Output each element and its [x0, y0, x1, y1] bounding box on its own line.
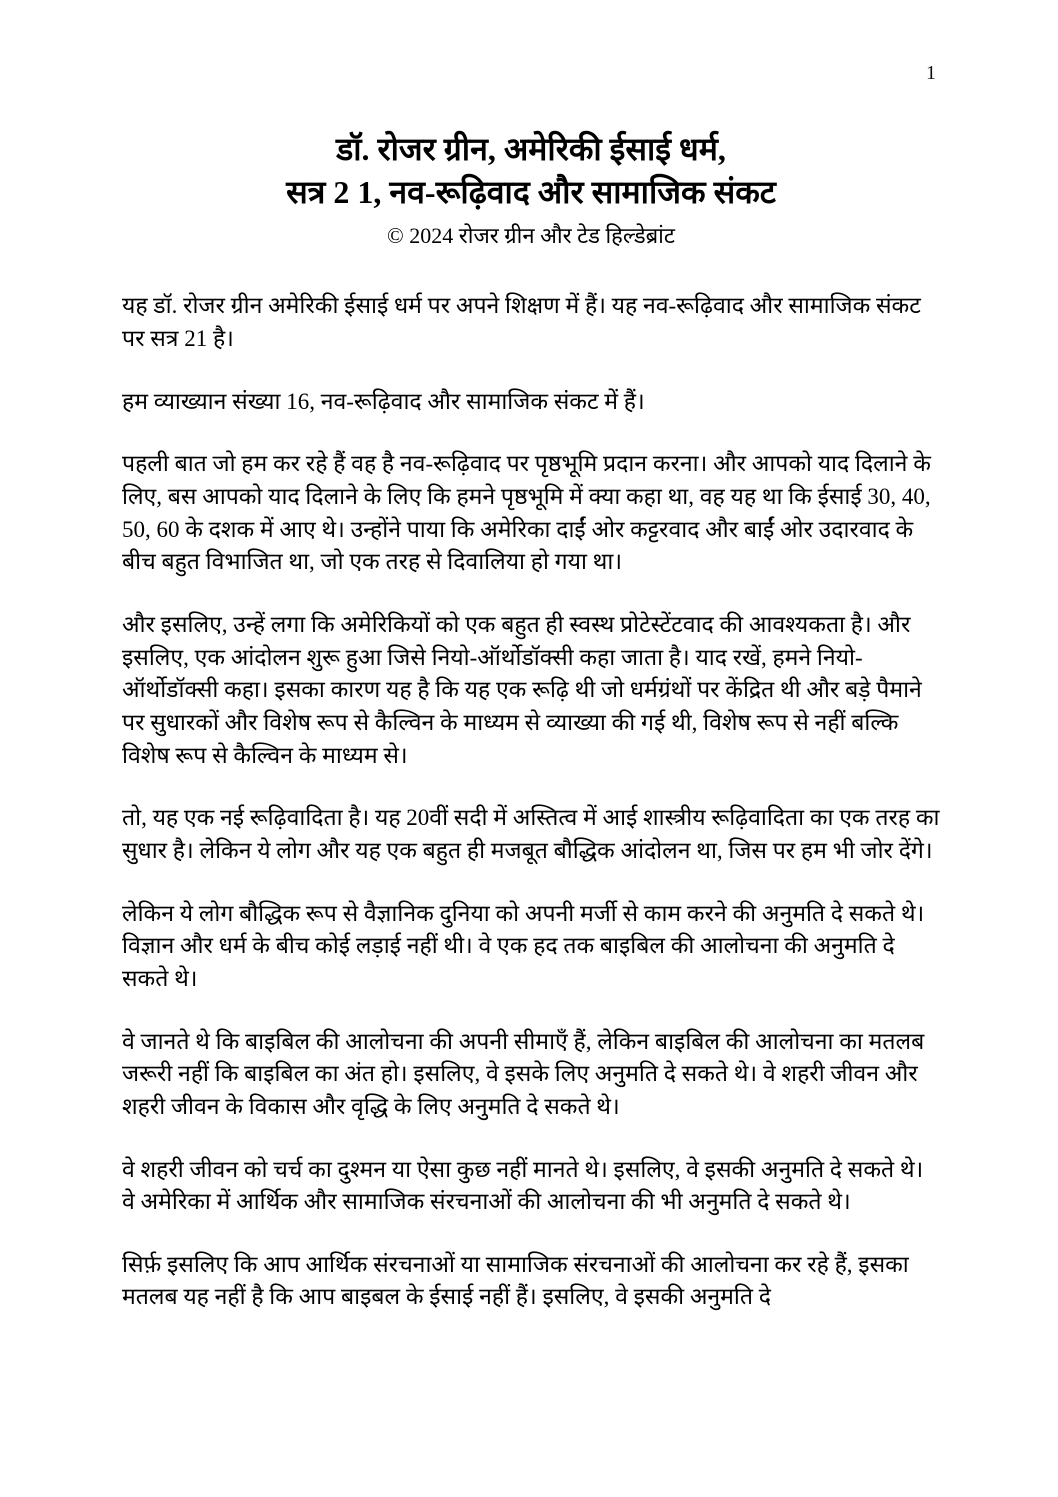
document-body [122, 290, 940, 1314]
paragraph: वे जानते थे कि बाइबिल की आलोचना की अपनी सीमाएँ हैं, लेकिन बाइबिल की आलोचना का मतलब जरूरी नहीं कि बाइबिल का अंत हो। इसलिए, वे इसके लिए अनुमति दे सकते थे। वे शहरी जीवन और शहरी जीवन के विकास और वृद्धि के लिए अनुमति दे सकते थे। [122, 1028, 925, 1119]
page-number: 1 [926, 62, 936, 84]
document-title-line-2: सत्र 2 1, नव-रूढ़िवाद और सामाजिक संकट [286, 174, 776, 211]
document-title-line-1: डॉ. रोजर ग्रीन, अमेरिकी ईसाई धर्म, [336, 131, 726, 167]
paragraph: हम व्याख्यान संख्या 16, नव-रूढ़िवाद और सामाजिक संकट में हैं। [122, 388, 645, 414]
paragraph: सिर्फ़ इसलिए कि आप आर्थिक संरचनाओं या सामाजिक संरचनाओं की आलोचना कर रहे हैं, इसका मतलब यह नहीं है कि आप बाइबल के ईसाई नहीं हैं। इसलिए, वे इसकी अनुमति दे [122, 1251, 909, 1310]
paragraph: वे शहरी जीवन को चर्च का दुश्मन या ऐसा कुछ नहीं मानते थे। इसलिए, वे इसकी अनुमति दे सकते थे। वे अमेरिका में आर्थिक और सामाजिक संरचनाओं की आलोचना की भी अनुमति दे सकते थे। [122, 1156, 924, 1215]
document-content [122, 128, 940, 1344]
paragraph: तो, यह एक नई रूढ़िवादिता है। यह 20वीं सदी में अस्तित्व में आई शास्त्रीय रूढ़िवादिता का एक तरह का सुधार है। लेकिन ये लोग और यह एक बहुत ही मजबूत बौद्धिक आंदोलन था, जिस पर हम भी जोर देंगे। [122, 805, 940, 863]
paragraph: यह डॉ. रोजर ग्रीन अमेरिकी ईसाई धर्म पर अपने शिक्षण में हैं। यह नव-रूढ़िवाद और सामाजिक संकट पर सत्र 21 है। [122, 293, 921, 352]
paragraph: और इसलिए, उन्हें लगा कि अमेरिकियों को एक बहुत ही स्वस्थ प्रोटेस्टेंटवाद की आवश्यकता है। और इसलिए, एक आंदोलन शुरू हुआ जिसे नियो-ऑर्थोडॉक्सी कहा जाता है। याद रखें, हमने नियो-ऑर्थोडॉक्सी कहा। इसका कारण यह है कि यह एक रूढ़ि थी जो धर्मग्रंथों पर केंद्रित थी और बड़े पैमाने पर सुधारकों और विशेष रूप से कैल्विन के माध्यम से व्याख्या की गई थी, विशेष रूप से नहीं बल्कि विशेष रूप से कैल्विन के माध्यम से। [122, 611, 922, 768]
copyright-line: © 2024 रोजर ग्रीन और टेड हिल्डेब्रांट [387, 223, 675, 249]
document-title [122, 128, 940, 214]
paragraph: पहली बात जो हम कर रहे हैं वह है नव-रूढ़िवाद पर पृष्ठभूमि प्रदान करना। और आपको याद दिलाने के लिए, बस आपको याद दिलाने के लिए कि हमने पृष्ठभूमि में क्या कहा था, वह यह था कि ईसाई 30, 40, 50, 60 के दशक में आए थे। उन्होंने पाया कि अमेरिका दाईं ओर कट्टरवाद और बाईं ओर उदारवाद के बीच बहुत विभाजित था, जो एक तरह से दिवालिया हो गया था। [122, 451, 931, 575]
paragraph: लेकिन ये लोग बौद्धिक रूप से वैज्ञानिक दुनिया को अपनी मर्जी से काम करने की अनुमति दे सकते थे। विज्ञान और धर्म के बीच कोई लड़ाई नहीं थी। वे एक हद तक बाइबिल की आलोचना की अनुमति दे सकते थे। [122, 900, 925, 991]
